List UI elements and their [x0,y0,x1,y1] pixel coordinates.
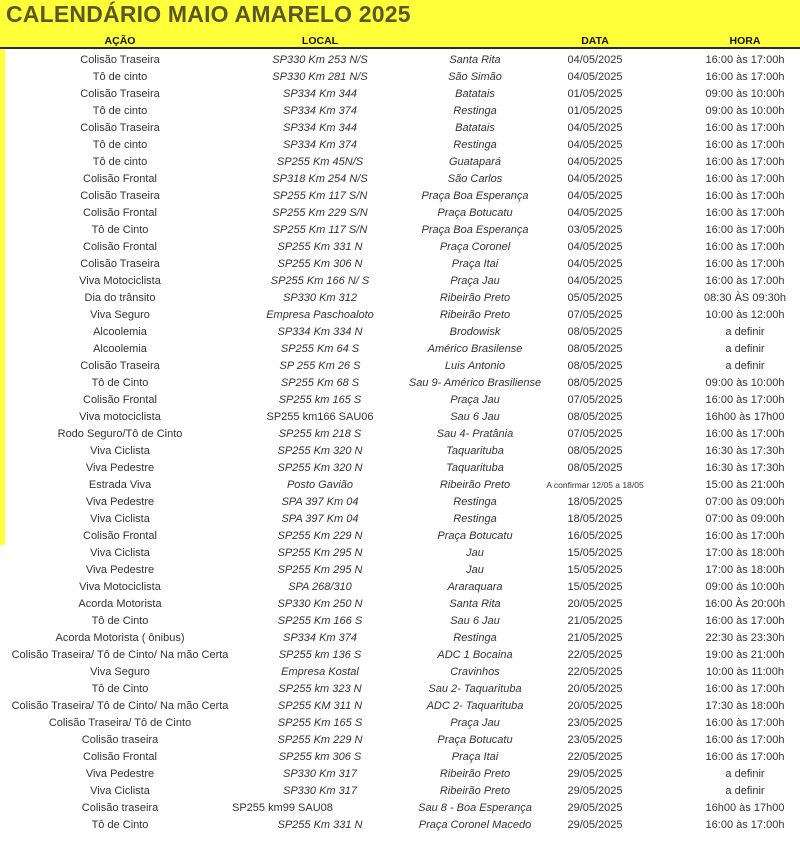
city-cell: Batatais [455,88,495,100]
date-cell: 08/05/2025 [567,326,623,338]
time-cell: 17:30 às 18:00h [705,700,785,712]
date-cell: 22/05/2025 [567,666,623,678]
time-cell: 16:00 às 17:00h [705,71,785,83]
acao-cell: Estrada Viva [88,479,152,491]
date-cell: 22/05/2025 [567,751,623,763]
time-cell: 10:00 às 12:00h [705,309,785,321]
table-row [0,375,800,392]
city-cell: Ribeirão Preto [439,479,511,491]
acao-cell: Colisão Frontal [83,241,157,253]
acao-cell: Colisão traseira [81,734,159,746]
city-cell: Jau [466,547,484,559]
table-row [0,188,800,205]
time-cell: 09:00 ás 10:00h [705,581,785,593]
date-cell: 04/05/2025 [567,122,623,134]
table-row [0,664,800,681]
date-cell: 08/05/2025 [567,360,623,372]
column-header-hora: HORA [729,35,761,47]
time-cell: 16:00 Às 20:00h [704,598,786,610]
acao-cell: Viva Motociclista [79,275,161,287]
table-row [0,409,800,426]
acao-cell: Tô de Cinto [91,819,149,831]
acao-cell: Viva Seguro [90,309,150,321]
table-row [0,749,800,766]
local-cell: SP255 Km 229 S/N [272,207,368,219]
time-cell: 16:00 às 17:00h [705,394,785,406]
table-row [0,477,800,494]
local-cell: SPA 397 Km 04 [281,496,359,508]
city-cell: Taquarituba [446,445,504,457]
local-cell: SP255 Km 165 S [277,717,363,729]
city-cell: Sau 9- Américo Brasiliense [408,377,542,389]
table-row [0,171,800,188]
acao-cell: Viva Pedestre [85,564,155,576]
city-cell: São Simão [448,71,502,83]
local-cell: SPA 397 Km 04 [281,513,359,525]
time-cell: a definir [725,768,765,780]
city-cell: Ribeirão Preto [439,768,511,780]
time-cell: 16:00 às 17:00h [705,190,785,202]
table-row [0,426,800,443]
city-cell: Praça Jau [450,394,500,406]
date-cell: 08/05/2025 [567,445,623,457]
local-cell: SP 255 Km 26 S [279,360,361,372]
acao-cell: Viva Pedestre [85,768,155,780]
acao-cell: Acorda Motorista ( ônibus) [55,632,185,644]
local-cell: SP255 Km 117 S/N [272,190,368,202]
local-cell: SP255 Km 306 N [277,258,363,270]
local-cell: SP330 Km 312 [283,292,357,304]
city-cell: Restinga [453,496,497,508]
time-cell: 16h00 às 17h00 [705,411,785,423]
local-cell: SP255 Km 229 N [277,530,363,542]
acao-cell: Colisão Frontal [83,173,157,185]
time-cell: 16:00 às 17:00h [705,54,785,66]
date-cell: 04/05/2025 [567,139,623,151]
local-cell: SP334 Km 374 [283,105,357,117]
date-cell: 08/05/2025 [567,377,623,389]
city-cell: Araraquara [447,581,503,593]
table-row [0,579,800,596]
time-cell: 10:00 às 11:00h [705,666,785,678]
acao-cell: Viva Pedestre [85,496,155,508]
time-cell: 16:00 às 17:00h [705,122,785,134]
local-cell: Empresa Kostal [281,666,359,678]
time-cell: 16:00 às 17:00h [705,207,785,219]
city-cell: Sau 6 Jau [450,411,500,423]
table-row [0,86,800,103]
local-cell: SP330 Km 250 N [277,598,363,610]
date-cell: 04/05/2025 [567,241,623,253]
table-row [0,562,800,579]
table-row [0,817,800,834]
local-cell: SP334 Km 374 [283,139,357,151]
city-cell: Jau [466,564,484,576]
acao-cell: Colisão Traseira [80,54,160,66]
date-cell: 29/05/2025 [567,802,623,814]
city-cell: Restinga [453,105,497,117]
local-cell: SP330 Km 253 N/S [272,54,368,66]
table-row [0,647,800,664]
city-cell: Praça Botucatu [437,734,513,746]
city-cell: Praça Itai [451,258,499,270]
acao-cell: Colisão Traseira [80,360,160,372]
local-cell: SP334 Km 344 [283,88,357,100]
table-row [0,783,800,800]
table-row [0,358,800,375]
time-cell: 22:30 às 23:30h [705,632,785,644]
table-row [0,205,800,222]
acao-cell: Tô de cinto [92,139,148,151]
city-cell: São Carlos [447,173,503,185]
table-row [0,120,800,137]
local-cell: SP255 km 165 S [278,394,362,406]
table-row [0,341,800,358]
time-cell: 16:00 às 17:00h [705,156,785,168]
city-cell: Praça Boa Esperança [421,190,529,202]
acao-cell: Dia do trânsito [84,292,156,304]
time-cell: 16:00 às 17:00h [705,530,785,542]
time-cell: 19:00 às 21:00h [705,649,785,661]
table-row [0,494,800,511]
date-cell: 18/05/2025 [567,513,623,525]
city-cell: Cravinhos [450,666,500,678]
local-cell: SPA 268/310 [288,581,352,593]
time-cell: 15:00 às 21:00h [705,479,785,491]
time-cell: 09:00 às 10:00h [705,105,785,117]
date-cell: 15/05/2025 [567,581,623,593]
date-cell: 04/05/2025 [567,258,623,270]
city-cell: Ribeirão Preto [439,309,511,321]
city-cell: Taquarituba [446,462,504,474]
table-row [0,681,800,698]
local-cell: SP334 Km 374 [283,632,357,644]
city-cell: Praça Botucatu [437,207,513,219]
time-cell: a definir [725,785,765,797]
table-row [0,154,800,171]
table-row [0,69,800,86]
date-cell: 20/05/2025 [567,598,623,610]
time-cell: 16h00 às 17h00 [705,802,785,814]
date-cell: 29/05/2025 [567,768,623,780]
local-cell: SP255 Km 117 S/N [272,224,368,236]
time-cell: 16:00 às 17:00h [705,224,785,236]
date-cell: 04/05/2025 [567,71,623,83]
city-cell: ADC 2- Taquarituba [426,700,524,712]
time-cell: a definir [725,326,765,338]
city-cell: Praça Itai [451,751,499,763]
acao-cell: Rodo Seguro/Tô de Cinto [57,428,183,440]
acao-cell: Colisão Traseira/ Tô de Cinto/ Na mão Certa [11,649,229,661]
time-cell: 16:00 às 17:00h [705,139,785,151]
time-cell: 16:00 às 17:00h [705,717,785,729]
city-cell: Sau 2- Taquarituba [428,683,522,695]
date-cell: 08/05/2025 [567,411,623,423]
local-cell: Empresa Paschoaloto [266,309,374,321]
time-cell: 16:00 às 17:00h [705,241,785,253]
date-cell: 07/05/2025 [567,394,623,406]
date-cell: 04/05/2025 [567,207,623,219]
local-cell: SP330 Km 317 [283,768,357,780]
date-cell: 16/05/2025 [567,530,623,542]
acao-cell: Tô de cinto [92,156,148,168]
acao-cell: Colisão Frontal [83,394,157,406]
local-cell: SP334 Km 334 N [277,326,363,338]
table-row [0,715,800,732]
date-cell: 01/05/2025 [567,105,623,117]
city-cell: Praça Botucatu [437,530,513,542]
time-cell: 07:00 às 09:00h [705,496,785,508]
acao-cell: Viva Ciclista [90,445,150,457]
table-row [0,307,800,324]
table-row [0,222,800,239]
acao-cell: Acorda Motorista [78,598,162,610]
date-cell: 04/05/2025 [567,275,623,287]
table-row [0,256,800,273]
column-header-local: LOCAL [301,35,339,47]
local-cell: SP255 km 323 N [278,683,362,695]
local-cell: SP330 Km 317 [283,785,357,797]
city-cell: Luis Antonio [444,360,506,372]
time-cell: 16:00 às 17:00h [705,258,785,270]
time-cell: 16:00 às 17:00h [705,819,785,831]
date-cell: 18/05/2025 [567,496,623,508]
acao-cell: Tô de Cinto [91,683,149,695]
page-title: CALENDÁRIO MAIO AMARELO 2025 [6,1,411,27]
city-cell: Ribeirão Preto [439,292,511,304]
local-cell: SP255 Km 166 N/ S [270,275,370,287]
date-cell: 21/05/2025 [567,632,623,644]
local-cell: SP255 Km 331 N [277,241,363,253]
time-cell: 16:00 ás 17:00h [705,751,785,763]
date-cell: 29/05/2025 [567,819,623,831]
time-cell: 17:00 às 18:00h [705,564,785,576]
table-row [0,511,800,528]
table-row [0,324,800,341]
date-cell: 05/05/2025 [567,292,623,304]
local-cell: SP255 Km 320 N [277,445,363,457]
time-cell: 16:30 às 17:30h [705,445,785,457]
acao-cell: Alcoolemia [93,343,147,355]
acao-cell: Alcoolemia [93,326,147,338]
city-cell: Santa Rita [449,598,501,610]
time-cell: 16:00 ás 17:00h [705,734,785,746]
table-row [0,460,800,477]
date-cell: 15/05/2025 [567,564,623,576]
acao-cell: Tô de Cinto [91,377,149,389]
local-cell: SP255 km99 SAU08 [232,802,333,814]
local-cell: SP255 KM 311 N [277,700,363,712]
acao-cell: Viva Ciclista [90,547,150,559]
schedule-table [0,52,800,834]
date-cell: 07/05/2025 [567,309,623,321]
time-cell: 16:00 às 17:00h [705,428,785,440]
city-cell: Praça Coronel [439,241,511,253]
time-cell: 16:00 às 17:00h [705,275,785,287]
local-cell: SP255 Km 295 N [277,564,363,576]
table-row [0,52,800,69]
date-cell: 29/05/2025 [567,785,623,797]
table-row [0,766,800,783]
table-row [0,392,800,409]
date-cell: 04/05/2025 [567,156,623,168]
city-cell: Américo Brasilense [427,343,523,355]
date-cell: 01/05/2025 [567,88,623,100]
local-cell: SP318 Km 254 N/S [272,173,368,185]
city-cell: Praça Jau [450,275,500,287]
acao-cell: Colisão Traseira/ Tô de Cinto/ Na mão Certa [11,700,229,712]
acao-cell: Tô de Cinto [91,615,149,627]
table-row [0,239,800,256]
acao-cell: Colisão Frontal [83,530,157,542]
table-row [0,596,800,613]
date-cell: 08/05/2025 [567,343,623,355]
table-row [0,698,800,715]
time-cell: 16:00 às 17:00h [705,615,785,627]
date-cell: 08/05/2025 [567,462,623,474]
time-cell: a definir [725,343,765,355]
time-cell: 16:00 às 17:00h [705,683,785,695]
acao-cell: Viva Seguro [90,666,150,678]
city-cell: Santa Rita [449,54,501,66]
city-cell: Sau 4- Pratânia [436,428,514,440]
table-row [0,630,800,647]
local-cell: SP255 Km 45N/S [276,156,364,168]
time-cell: 17:00 às 18:00h [705,547,785,559]
city-cell: Restinga [453,632,497,644]
table-row [0,545,800,562]
acao-cell: Viva Pedestre [85,462,155,474]
acao-cell: Colisão Frontal [83,751,157,763]
acao-cell: Tô de cinto [92,105,148,117]
city-cell: Guatapará [449,156,501,168]
local-cell: SP255 Km 295 N [277,547,363,559]
city-cell: Sau 6 Jau [450,615,500,627]
acao-cell: Tô de Cinto [91,224,149,236]
acao-cell: Colisão Traseira [80,190,160,202]
acao-cell: Tô de cinto [92,71,148,83]
city-cell: Ribeirão Preto [439,785,511,797]
column-header-acao: AÇÃO [104,35,136,47]
table-row [0,732,800,749]
local-cell: SP255 km 218 S [278,428,362,440]
acao-cell: Viva Ciclista [90,513,150,525]
city-cell: Sau 8 - Boa Esperança [418,802,532,814]
date-cell: 04/05/2025 [567,190,623,202]
city-cell: Praça Jau [450,717,500,729]
local-cell: SP330 Km 281 N/S [272,71,368,83]
time-cell: a definir [725,360,765,372]
acao-cell: Viva motociclista [79,411,161,423]
table-row [0,137,800,154]
date-cell: 23/05/2025 [567,717,623,729]
local-cell: SP255 km 136 S [278,649,362,661]
table-row [0,273,800,290]
date-cell: 15/05/2025 [567,547,623,559]
local-cell: SP255 Km 166 S [277,615,363,627]
time-cell: 16:30 às 17:30h [705,462,785,474]
table-row [0,290,800,307]
city-cell: ADC 1 Bocaina [437,649,513,661]
date-cell: 20/05/2025 [567,683,623,695]
date-cell: 20/05/2025 [567,700,623,712]
date-cell: 04/05/2025 [567,173,623,185]
table-row [0,103,800,120]
date-cell: 07/05/2025 [567,428,623,440]
date-cell: 23/05/2025 [567,734,623,746]
table-row [0,443,800,460]
column-header-data: DATA [581,35,609,47]
time-cell: 09:00 às 10:00h [705,377,785,389]
table-row [0,528,800,545]
time-cell: 09:00 às 10:00h [705,88,785,100]
acao-cell: Colisão Traseira [80,122,160,134]
acao-cell: Viva Motociclista [79,581,161,593]
header-band [0,0,800,49]
table-row [0,800,800,817]
date-cell: 21/05/2025 [567,615,623,627]
city-cell: Praça Coronel Macedo [418,819,532,831]
date-cell: 04/05/2025 [567,54,623,66]
local-cell: SP255 km 306 S [278,751,362,763]
date-cell: 03/05/2025 [567,224,623,236]
date-cell: A confirmar 12/05 a 18/05 [546,480,644,490]
acao-cell: Colisão Frontal [83,207,157,219]
acao-cell: Colisão traseira [81,802,159,814]
date-cell: 22/05/2025 [567,649,623,661]
local-cell: SP255 Km 64 S [280,343,360,355]
local-cell: SP255 Km 320 N [277,462,363,474]
local-cell: SP255 Km 229 N [277,734,363,746]
local-cell: Posto Gavião [286,479,354,491]
city-cell: Batatais [455,122,495,134]
time-cell: 07:00 às 09:00h [705,513,785,525]
acao-cell: Colisão Traseira [80,88,160,100]
acao-cell: Colisão Traseira [80,258,160,270]
acao-cell: Colisão Traseira/ Tô de Cinto [48,717,192,729]
table-row [0,613,800,630]
city-cell: Brodowisk [449,326,501,338]
time-cell: 08:30 ÀS 09:30h [704,292,786,304]
city-cell: Restinga [453,139,497,151]
local-cell: SP255 km166 SAU06 [266,411,374,423]
city-cell: Praça Boa Esperança [421,224,529,236]
city-cell: Restinga [453,513,497,525]
local-cell: SP255 Km 68 S [280,377,360,389]
time-cell: 16:00 às 17:00h [705,173,785,185]
acao-cell: Viva Ciclista [90,785,150,797]
local-cell: SP255 Km 331 N [277,819,363,831]
local-cell: SP334 Km 344 [283,122,357,134]
